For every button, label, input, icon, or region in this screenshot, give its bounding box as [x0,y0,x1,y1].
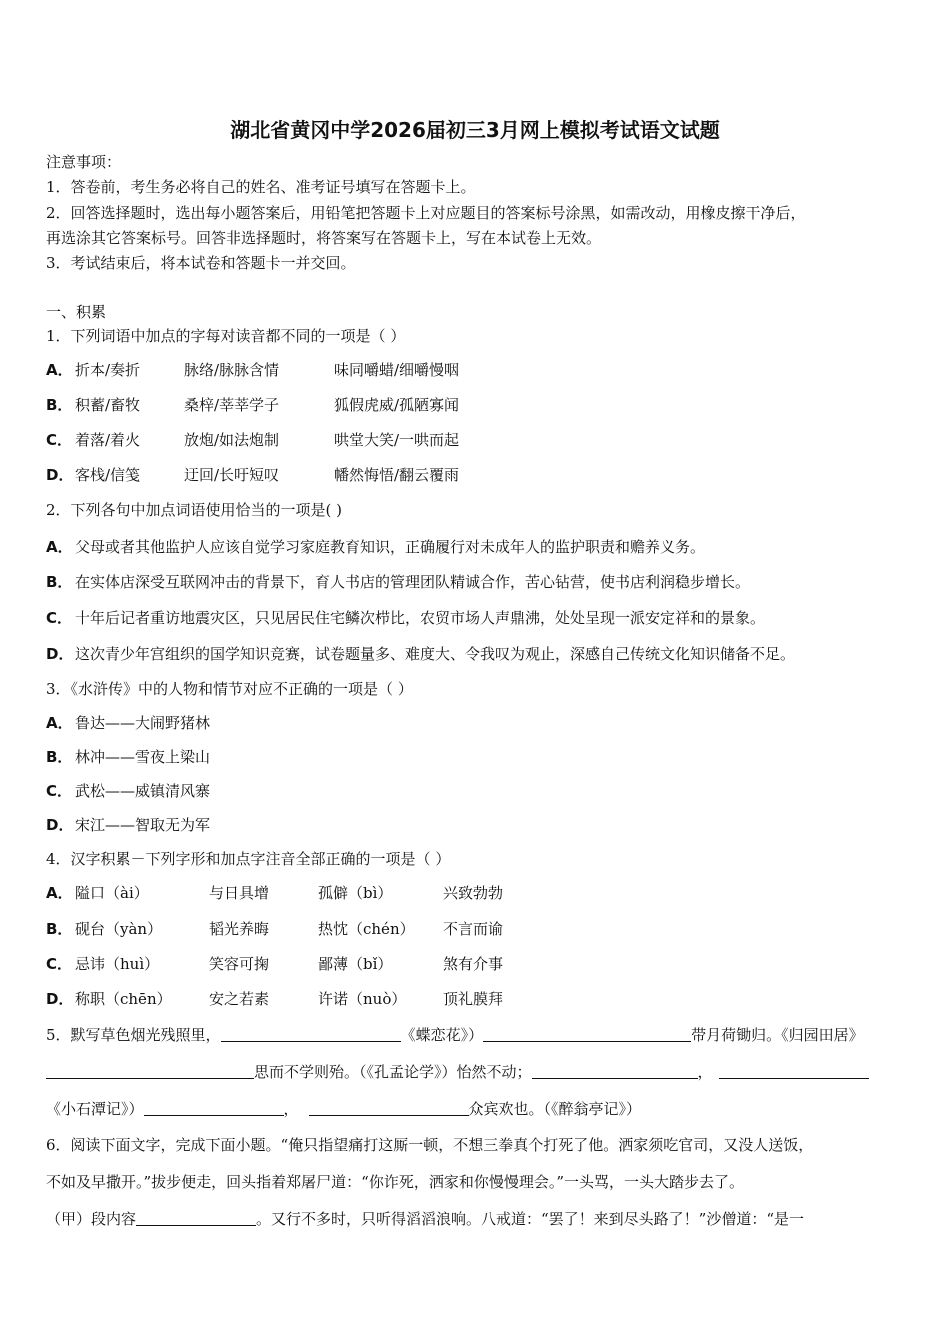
question-6-line-2: 不如及早撒开。”拔步便走，回头指着郑屠尸道：“你诈死，洒家和你慢慢理会。”一头骂，一头大踏步去了。 [46,1173,745,1191]
section-heading: 一、积累 [46,303,107,321]
answer-blank[interactable] [221,1025,401,1042]
option-text: 武松——威镇清风寨 [75,782,211,800]
option-label: C． [46,609,73,627]
option-label: C． [46,782,73,800]
option-label: A． [46,884,73,902]
answer-blank[interactable] [719,1062,869,1079]
option-col-3: 孤僻（bì） [318,884,393,902]
question-6-text-3a: （甲）段内容 [46,1210,137,1228]
question-5-text-1: 默写草色烟光残照里， [70,1026,221,1044]
option-col-4: 兴致勃勃 [443,884,504,902]
option-label: D． [46,466,74,484]
option-text: 十年后记者重访地震灾区，只见居民住宅鳞次栉比，农贸市场人声鼎沸，处处呈现一派安定祥和的景象。 [75,609,766,627]
option-col-2: 桑梓/莘莘学子 [184,396,280,414]
question-6-number: 6． [46,1136,71,1154]
option-label: B． [46,573,73,591]
option-col-1: 称职（chēn） [75,990,172,1008]
option-label: A． [46,714,73,732]
option-col-4: 顶礼膜拜 [443,990,504,1008]
option-col-3: 许诺（nuò） [318,990,407,1008]
option-col-2: 脉络/脉脉含情 [184,361,280,379]
option-col-1: 着落/着火 [75,431,141,449]
option-col-4: 煞有介事 [443,955,504,973]
option-label: D． [46,990,74,1008]
question-5-text-8: 众宾欢也。（《醉翁亭记》） [468,1100,642,1118]
question-5-number: 5． [46,1026,71,1044]
option-label: B． [46,920,73,938]
option-col-3: 味同嚼蜡/细嚼慢咽 [334,361,460,379]
notice-item-2: 2．回答选择题时，选出每小题答案后，用铅笔把答题卡上对应题目的答案标号涂黑，如需改动，用橡皮擦干净后， [46,204,806,222]
option-col-2: 与日具增 [209,884,270,902]
question-6-text-1: 阅读下面文字，完成下面小题。“俺只指望痛打这厮一顿，不想三拳真个打死了他。洒家须吃官司，又没人送饭， [70,1136,814,1154]
option-col-2: 笑容可掬 [209,955,270,973]
notice-item-2-cont: 再选涂其它答案标号。回答非选择题时，将答案写在答题卡上，写在本试卷上无效。 [46,229,602,247]
question-2-stem: 2．下列各句中加点词语使用恰当的一项是( ) [46,501,343,519]
option-label: C． [46,955,73,973]
option-col-3: 幡然悔悟/翻云覆雨 [334,466,460,484]
option-text: 鲁达——大闹野猪林 [75,714,211,732]
option-label: D． [46,816,74,834]
option-label: C． [46,431,73,449]
option-col-3: 哄堂大笑/一哄而起 [334,431,460,449]
option-label: B． [46,396,73,414]
question-5-text-2: 《蝶恋花》） [400,1026,484,1044]
notice-item-1: 1．答卷前，考生务必将自己的姓名、准考证号填写在答题卡上。 [46,178,476,196]
question-3-stem: 3．《水浒传》中的人物和情节对应不正确的一项是（ ） [46,680,413,698]
question-5-text-4: 思而不学则殆。（《孔孟论学》）怡然不动； [254,1063,532,1081]
option-text: 在实体店深受互联网冲击的背景下，育人书店的管理团队精诚合作，苦心钻营，使书店利润稳步增长。 [75,573,751,591]
notice-heading: 注意事项： [46,153,122,171]
answer-blank[interactable] [136,1209,256,1226]
question-5-line-1 [46,1025,864,1045]
answer-blank[interactable] [483,1025,691,1042]
exam-title: 湖北省黄冈中学2026届初三3月网上模拟考试语文试题 [230,118,720,142]
option-col-1: 积蓄/畜牧 [75,396,141,414]
option-col-3: 热忱（chén） [318,920,415,938]
option-text: 宋江——智取无为军 [75,816,211,834]
option-col-3: 鄙薄（bǐ） [318,955,393,973]
question-5-text-6: 《小石潭记》） [46,1100,144,1118]
option-col-1: 砚台（yàn） [75,920,163,938]
option-col-1: 客栈/信笺 [75,466,141,484]
question-5-text-3: 带月荷锄归。《归园田居》 [691,1026,864,1044]
option-text: 这次青少年宫组织的国学知识竞赛，试卷题量多、难度大、令我叹为观止，深感自己传统文化知识储备不足。 [75,645,796,663]
answer-blank[interactable] [144,1099,284,1116]
option-label: D． [46,645,74,663]
answer-blank[interactable] [532,1062,698,1079]
question-4-stem: 4．汉字积累－下列字形和加点字注音全部正确的一项是（ ） [46,850,451,868]
option-col-2: 安之若素 [209,990,270,1008]
question-1-stem: 1．下列词语中加点的字每对读音都不同的一项是（ ） [46,327,406,345]
option-col-1: 折本/奏折 [75,361,141,379]
option-col-2: 韬光养晦 [209,920,270,938]
option-col-1: 忌讳（huì） [75,955,160,973]
option-text: 林冲——雪夜上梁山 [75,748,211,766]
question-6-text-3b: 。又行不多时，只听得滔滔浪响。八戒道：“罢了！来到尽头路了！”沙僧道：“是一 [256,1210,805,1228]
notice-item-3: 3．考试结束后，将本试卷和答题卡一并交回。 [46,254,356,272]
option-col-3: 狐假虎威/孤陋寡闻 [334,396,460,414]
option-label: A． [46,361,73,379]
option-label: A． [46,538,73,556]
option-label: B． [46,748,73,766]
option-text: 父母或者其他监护人应该自觉学习家庭教育知识，正确履行对未成年人的监护职责和赡养义务。 [75,538,706,556]
question-5-line-2 [46,1062,869,1082]
option-col-2: 放炮/如法炮制 [184,431,280,449]
option-col-2: 迂回/长吁短叹 [184,466,280,484]
question-5-line-3 [46,1099,641,1119]
question-6-line-3 [46,1209,804,1229]
option-col-4: 不言而谕 [443,920,504,938]
question-5-text-7: ， [283,1100,299,1118]
answer-blank[interactable] [46,1062,254,1079]
answer-blank[interactable] [309,1099,469,1116]
option-col-1: 隘口（ài） [75,884,149,902]
question-6-line-1 [46,1135,813,1155]
question-5-text-5: ， [697,1063,713,1081]
